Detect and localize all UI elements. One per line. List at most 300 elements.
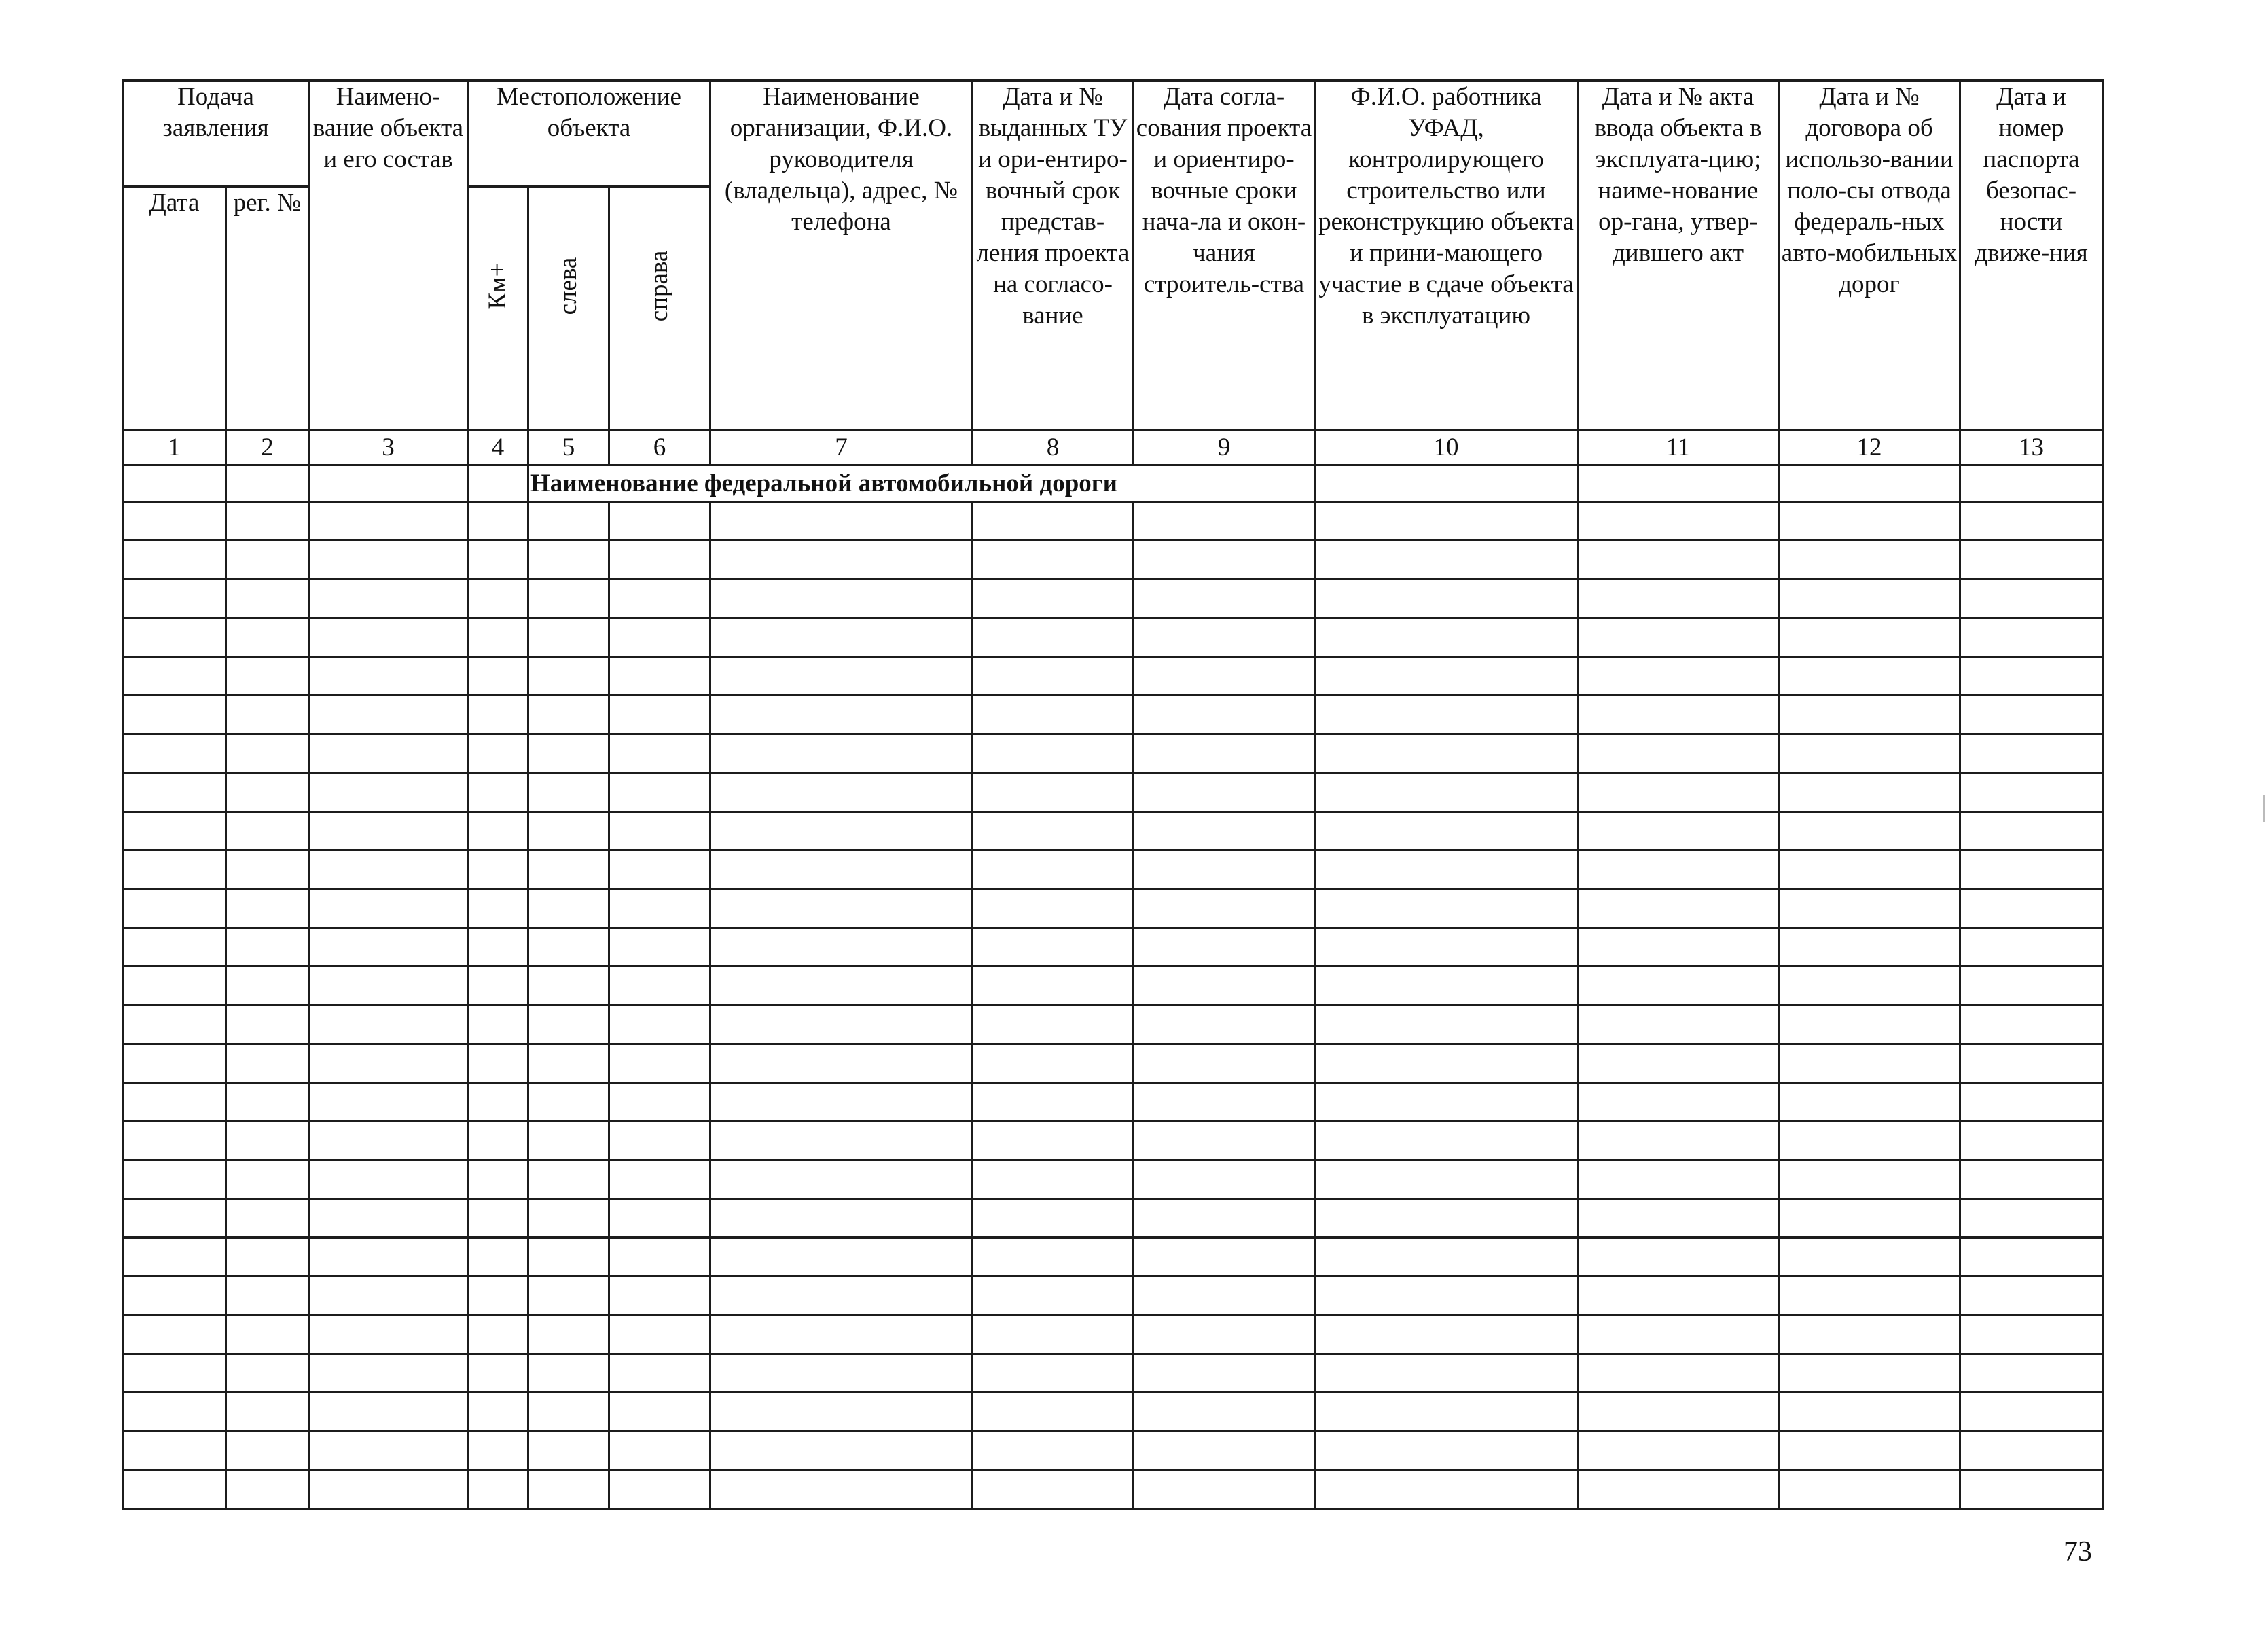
column-number: 6 bbox=[609, 430, 710, 465]
table-row bbox=[123, 696, 2103, 734]
table-cell bbox=[123, 1277, 226, 1315]
road-section-row bbox=[123, 465, 2103, 502]
table-cell bbox=[1134, 580, 1315, 618]
table-cell bbox=[973, 928, 1134, 967]
table-cell bbox=[1578, 967, 1779, 1005]
table-cell bbox=[1578, 1160, 1779, 1199]
table-cell bbox=[1960, 1431, 2103, 1470]
table-cell bbox=[1578, 773, 1779, 812]
table-cell bbox=[1960, 1005, 2103, 1044]
table-cell bbox=[609, 1470, 710, 1509]
table-cell bbox=[1315, 1044, 1578, 1083]
table-cell bbox=[1779, 812, 1960, 851]
table-row bbox=[123, 889, 2103, 928]
table-cell bbox=[1578, 1122, 1779, 1160]
header-location-right: справа bbox=[609, 187, 710, 430]
table-cell bbox=[468, 502, 528, 541]
table-row bbox=[123, 541, 2103, 580]
table-cell bbox=[1779, 657, 1960, 696]
table-cell bbox=[1779, 1431, 1960, 1470]
table-cell bbox=[123, 580, 226, 618]
table-cell bbox=[1960, 1122, 2103, 1160]
table-cell bbox=[1134, 1005, 1315, 1044]
table-cell bbox=[1315, 1354, 1578, 1393]
table-cell bbox=[1578, 502, 1779, 541]
table-cell bbox=[309, 1431, 468, 1470]
empty-rows bbox=[123, 502, 2103, 1509]
table-cell bbox=[226, 734, 309, 773]
table-cell bbox=[309, 1199, 468, 1238]
table-cell bbox=[1779, 580, 1960, 618]
table-cell bbox=[226, 1160, 309, 1199]
table-cell bbox=[528, 851, 609, 889]
table-cell bbox=[609, 1393, 710, 1431]
table-cell bbox=[468, 1277, 528, 1315]
table-row bbox=[123, 1122, 2103, 1160]
table-cell bbox=[609, 1238, 710, 1277]
table-cell bbox=[710, 928, 973, 967]
table-cell bbox=[609, 1431, 710, 1470]
table-cell bbox=[468, 1199, 528, 1238]
table-cell bbox=[123, 1005, 226, 1044]
table-cell bbox=[1779, 889, 1960, 928]
table-cell bbox=[309, 1470, 468, 1509]
table-cell bbox=[1134, 1083, 1315, 1122]
table-cell bbox=[1315, 657, 1578, 696]
table-cell bbox=[123, 696, 226, 734]
table-cell bbox=[1134, 1122, 1315, 1160]
table-cell bbox=[226, 1315, 309, 1354]
table-cell bbox=[226, 1122, 309, 1160]
table-cell bbox=[973, 1470, 1134, 1509]
table-cell bbox=[528, 541, 609, 580]
registry-table bbox=[122, 79, 2104, 1510]
table-cell bbox=[468, 541, 528, 580]
table-cell bbox=[710, 1238, 973, 1277]
table-cell bbox=[1134, 1354, 1315, 1393]
table-cell bbox=[1779, 618, 1960, 657]
table-cell bbox=[1779, 502, 1960, 541]
table-cell bbox=[1960, 967, 2103, 1005]
table-cell bbox=[1578, 1354, 1779, 1393]
table-cell bbox=[1578, 851, 1779, 889]
table-cell bbox=[1960, 465, 2103, 502]
table-cell bbox=[468, 1315, 528, 1354]
table-cell bbox=[1960, 696, 2103, 734]
header-approval: Дата согла-сования проекта и ориентиро-вочные сроки нача-ла и окон-чания строитель-ства bbox=[1134, 81, 1315, 430]
table-cell bbox=[609, 696, 710, 734]
table-cell bbox=[973, 618, 1134, 657]
column-number: 9 bbox=[1134, 430, 1315, 465]
table-cell bbox=[1134, 851, 1315, 889]
header-object-name: Наимено-вание объекта и его состав bbox=[309, 81, 468, 430]
table-cell bbox=[1134, 1160, 1315, 1199]
column-number: 13 bbox=[1960, 430, 2103, 465]
table-row bbox=[123, 1277, 2103, 1315]
column-number: 10 bbox=[1315, 430, 1578, 465]
table-cell bbox=[528, 580, 609, 618]
table-cell bbox=[609, 580, 710, 618]
table-cell bbox=[528, 1354, 609, 1393]
table-cell bbox=[1315, 502, 1578, 541]
table-cell bbox=[710, 851, 973, 889]
table-cell bbox=[528, 696, 609, 734]
table-cell bbox=[609, 1315, 710, 1354]
table-row bbox=[123, 1160, 2103, 1199]
table-cell bbox=[1315, 618, 1578, 657]
table-cell bbox=[1315, 851, 1578, 889]
table-row bbox=[123, 1354, 2103, 1393]
table-cell bbox=[468, 1083, 528, 1122]
table-cell bbox=[1315, 1277, 1578, 1315]
table-cell bbox=[309, 1122, 468, 1160]
table-cell bbox=[226, 1393, 309, 1431]
table-cell bbox=[1134, 1431, 1315, 1470]
table-cell bbox=[1134, 773, 1315, 812]
table-cell bbox=[226, 1431, 309, 1470]
table-cell bbox=[528, 812, 609, 851]
header-tu: Дата и № выданных ТУ и ори-ентиро-вочный срок представ-ления проекта на согласо-вание bbox=[973, 81, 1134, 430]
table-cell bbox=[1578, 928, 1779, 967]
table-cell bbox=[528, 928, 609, 967]
table-cell bbox=[1315, 1431, 1578, 1470]
table-cell bbox=[468, 1393, 528, 1431]
table-row bbox=[123, 1393, 2103, 1431]
table-cell bbox=[973, 696, 1134, 734]
table-cell bbox=[1779, 1199, 1960, 1238]
table-row bbox=[123, 1044, 2103, 1083]
table-cell bbox=[528, 967, 609, 1005]
column-number: 3 bbox=[309, 430, 468, 465]
table-cell bbox=[1134, 1393, 1315, 1431]
table-cell bbox=[1779, 1277, 1960, 1315]
table-cell bbox=[309, 1083, 468, 1122]
table-cell bbox=[468, 1044, 528, 1083]
table-cell bbox=[468, 773, 528, 812]
table-cell bbox=[528, 657, 609, 696]
table-cell bbox=[1315, 465, 1578, 502]
table-cell bbox=[123, 773, 226, 812]
table-cell bbox=[468, 657, 528, 696]
table-cell bbox=[1315, 1083, 1578, 1122]
table-cell bbox=[1578, 1431, 1779, 1470]
table-cell bbox=[1960, 734, 2103, 773]
table-cell bbox=[1578, 618, 1779, 657]
table-cell bbox=[309, 1160, 468, 1199]
table-cell bbox=[123, 1083, 226, 1122]
table-row bbox=[123, 773, 2103, 812]
table-cell bbox=[309, 696, 468, 734]
table-cell bbox=[528, 1160, 609, 1199]
table-cell bbox=[528, 1005, 609, 1044]
table-cell bbox=[226, 502, 309, 541]
table-cell bbox=[226, 541, 309, 580]
table-cell bbox=[226, 1238, 309, 1277]
table-cell bbox=[710, 580, 973, 618]
table-cell bbox=[1960, 1277, 2103, 1315]
table-cell bbox=[309, 1277, 468, 1315]
table-cell bbox=[973, 1354, 1134, 1393]
table-cell bbox=[1779, 1393, 1960, 1431]
table-cell bbox=[973, 812, 1134, 851]
table-row bbox=[123, 618, 2103, 657]
table-row bbox=[123, 851, 2103, 889]
table-cell bbox=[226, 812, 309, 851]
table-cell bbox=[710, 1431, 973, 1470]
column-number: 5 bbox=[528, 430, 609, 465]
table-cell bbox=[226, 1044, 309, 1083]
table-cell bbox=[1779, 773, 1960, 812]
column-number: 4 bbox=[468, 430, 528, 465]
table-cell bbox=[468, 1122, 528, 1160]
table-cell bbox=[309, 889, 468, 928]
table-cell bbox=[468, 1238, 528, 1277]
table-cell bbox=[123, 618, 226, 657]
table-cell bbox=[123, 1044, 226, 1083]
table-cell bbox=[1960, 657, 2103, 696]
table-cell bbox=[1315, 1393, 1578, 1431]
table-cell bbox=[609, 967, 710, 1005]
table-cell bbox=[1578, 1470, 1779, 1509]
table-cell bbox=[973, 580, 1134, 618]
table-cell bbox=[1960, 851, 2103, 889]
table-cell bbox=[609, 541, 710, 580]
table-cell bbox=[1578, 580, 1779, 618]
table-cell bbox=[309, 618, 468, 657]
header-ufad-officer: Ф.И.О. работника УФАД, контролирующего строительство или реконструкцию объекта и прини-мающего участие в сдаче объекта в эксплуатацию bbox=[1315, 81, 1578, 430]
table-cell bbox=[973, 1238, 1134, 1277]
table-cell bbox=[468, 618, 528, 657]
table-cell bbox=[1779, 1005, 1960, 1044]
table-cell bbox=[1779, 1315, 1960, 1354]
table-cell bbox=[1315, 1005, 1578, 1044]
table-cell bbox=[973, 1431, 1134, 1470]
table-cell bbox=[1960, 1393, 2103, 1431]
table-cell bbox=[309, 928, 468, 967]
table-cell bbox=[1315, 1160, 1578, 1199]
table-cell bbox=[528, 1431, 609, 1470]
table-cell bbox=[1779, 1470, 1960, 1509]
header-submission: Подача заявления bbox=[123, 81, 309, 187]
table-row bbox=[123, 502, 2103, 541]
table-cell bbox=[1315, 1122, 1578, 1160]
column-number: 1 bbox=[123, 430, 226, 465]
table-cell bbox=[468, 889, 528, 928]
table-row bbox=[123, 657, 2103, 696]
table-cell bbox=[1134, 1470, 1315, 1509]
table-cell bbox=[309, 734, 468, 773]
table-cell bbox=[1960, 773, 2103, 812]
table-cell bbox=[1960, 812, 2103, 851]
table-cell bbox=[973, 1199, 1134, 1238]
table-cell bbox=[1578, 1315, 1779, 1354]
table-row bbox=[123, 734, 2103, 773]
table-cell bbox=[468, 851, 528, 889]
table-cell bbox=[710, 1277, 973, 1315]
table-cell bbox=[1134, 1238, 1315, 1277]
table-cell bbox=[609, 1199, 710, 1238]
table-cell bbox=[123, 1122, 226, 1160]
table-cell bbox=[1960, 1044, 2103, 1083]
table-cell bbox=[226, 928, 309, 967]
table-cell bbox=[973, 734, 1134, 773]
header-commissioning-act: Дата и № акта ввода объекта в эксплуата-цию; наиме-нование ор-гана, утвер-дившего акт bbox=[1578, 81, 1779, 430]
table-cell bbox=[1578, 1044, 1779, 1083]
table-cell bbox=[1779, 541, 1960, 580]
table-cell bbox=[309, 580, 468, 618]
table-cell bbox=[123, 1160, 226, 1199]
table-cell bbox=[710, 1005, 973, 1044]
table-cell bbox=[309, 1005, 468, 1044]
table-cell bbox=[309, 1354, 468, 1393]
table-cell bbox=[710, 889, 973, 928]
table-cell bbox=[1134, 889, 1315, 928]
table-cell bbox=[1315, 541, 1578, 580]
table-cell bbox=[1779, 851, 1960, 889]
table-cell bbox=[468, 1160, 528, 1199]
table-cell bbox=[468, 1005, 528, 1044]
table-cell bbox=[609, 1044, 710, 1083]
table-cell bbox=[1578, 889, 1779, 928]
table-cell bbox=[1315, 928, 1578, 967]
table-cell bbox=[1578, 696, 1779, 734]
table-cell bbox=[468, 928, 528, 967]
table-cell bbox=[528, 734, 609, 773]
table-cell bbox=[226, 580, 309, 618]
table-cell bbox=[609, 928, 710, 967]
column-number: 7 bbox=[710, 430, 973, 465]
table-cell bbox=[226, 696, 309, 734]
table-cell bbox=[1960, 1160, 2103, 1199]
table-cell bbox=[226, 1083, 309, 1122]
table-cell bbox=[973, 657, 1134, 696]
table-row bbox=[123, 1431, 2103, 1470]
table-cell bbox=[973, 1277, 1134, 1315]
column-number: 8 bbox=[973, 430, 1134, 465]
table-cell bbox=[528, 1044, 609, 1083]
table-row bbox=[123, 1199, 2103, 1238]
table-cell bbox=[123, 851, 226, 889]
table-cell bbox=[1134, 618, 1315, 657]
table-cell bbox=[609, 1005, 710, 1044]
table-cell bbox=[309, 1393, 468, 1431]
table-cell bbox=[123, 967, 226, 1005]
table-cell bbox=[309, 773, 468, 812]
table-cell bbox=[609, 1122, 710, 1160]
table-cell bbox=[1960, 1199, 2103, 1238]
table-cell bbox=[309, 967, 468, 1005]
table-cell bbox=[1960, 889, 2103, 928]
header-location-km: Км+ bbox=[468, 187, 528, 430]
table-cell bbox=[1578, 1393, 1779, 1431]
table-cell bbox=[1779, 928, 1960, 967]
table-cell bbox=[226, 1277, 309, 1315]
table-cell bbox=[1960, 928, 2103, 967]
table-row bbox=[123, 1238, 2103, 1277]
table-cell bbox=[123, 1354, 226, 1393]
table-cell bbox=[468, 734, 528, 773]
table-cell bbox=[1578, 1005, 1779, 1044]
table-cell bbox=[528, 618, 609, 657]
page-number: 73 bbox=[2064, 1536, 2092, 1567]
table-cell bbox=[1578, 1083, 1779, 1122]
table-cell bbox=[1779, 465, 1960, 502]
table-cell bbox=[973, 541, 1134, 580]
table-cell bbox=[468, 580, 528, 618]
table-cell bbox=[1315, 1470, 1578, 1509]
table-cell bbox=[123, 928, 226, 967]
table-cell bbox=[1134, 657, 1315, 696]
table-cell bbox=[1960, 618, 2103, 657]
table-cell bbox=[1779, 734, 1960, 773]
table-cell bbox=[528, 773, 609, 812]
table-cell bbox=[226, 967, 309, 1005]
table-cell bbox=[1315, 967, 1578, 1005]
table-cell bbox=[973, 1160, 1134, 1199]
table-cell bbox=[309, 657, 468, 696]
table-cell bbox=[309, 502, 468, 541]
table-cell bbox=[1578, 734, 1779, 773]
scan-edge-mark bbox=[2263, 795, 2265, 822]
table-cell bbox=[226, 851, 309, 889]
table-cell bbox=[973, 1044, 1134, 1083]
table-row bbox=[123, 812, 2103, 851]
table-cell bbox=[710, 773, 973, 812]
table-cell bbox=[710, 657, 973, 696]
table-cell bbox=[609, 1160, 710, 1199]
table-cell bbox=[973, 1083, 1134, 1122]
table-cell bbox=[609, 851, 710, 889]
table-cell bbox=[309, 465, 468, 502]
table-cell bbox=[1578, 1277, 1779, 1315]
table-cell bbox=[1960, 1238, 2103, 1277]
table-row bbox=[123, 1083, 2103, 1122]
table-cell bbox=[609, 1083, 710, 1122]
table-cell bbox=[1134, 541, 1315, 580]
table-cell bbox=[710, 696, 973, 734]
table-cell bbox=[1134, 967, 1315, 1005]
table-cell bbox=[710, 1315, 973, 1354]
table-cell bbox=[1315, 1238, 1578, 1277]
table-cell bbox=[309, 1315, 468, 1354]
table-cell bbox=[123, 1470, 226, 1509]
table-cell bbox=[710, 812, 973, 851]
table-cell bbox=[710, 734, 973, 773]
table-row bbox=[123, 928, 2103, 967]
column-number: 12 bbox=[1779, 430, 1960, 465]
table-cell bbox=[226, 773, 309, 812]
table-cell bbox=[1578, 657, 1779, 696]
table-cell bbox=[973, 1005, 1134, 1044]
column-number: 2 bbox=[226, 430, 309, 465]
table-cell bbox=[1779, 1160, 1960, 1199]
table-cell bbox=[1960, 580, 2103, 618]
header-submission-reg: рег. № bbox=[226, 187, 309, 430]
table-cell bbox=[123, 1431, 226, 1470]
table-cell bbox=[528, 1470, 609, 1509]
table-cell bbox=[1779, 696, 1960, 734]
table-cell bbox=[1960, 1470, 2103, 1509]
table-cell bbox=[123, 465, 226, 502]
table-cell bbox=[528, 1315, 609, 1354]
table-row bbox=[123, 967, 2103, 1005]
table-cell bbox=[710, 1160, 973, 1199]
table-cell bbox=[1315, 580, 1578, 618]
table-cell bbox=[1779, 1122, 1960, 1160]
header-location: Местоположение объекта bbox=[468, 81, 710, 187]
table-cell bbox=[973, 773, 1134, 812]
table-cell bbox=[309, 1238, 468, 1277]
